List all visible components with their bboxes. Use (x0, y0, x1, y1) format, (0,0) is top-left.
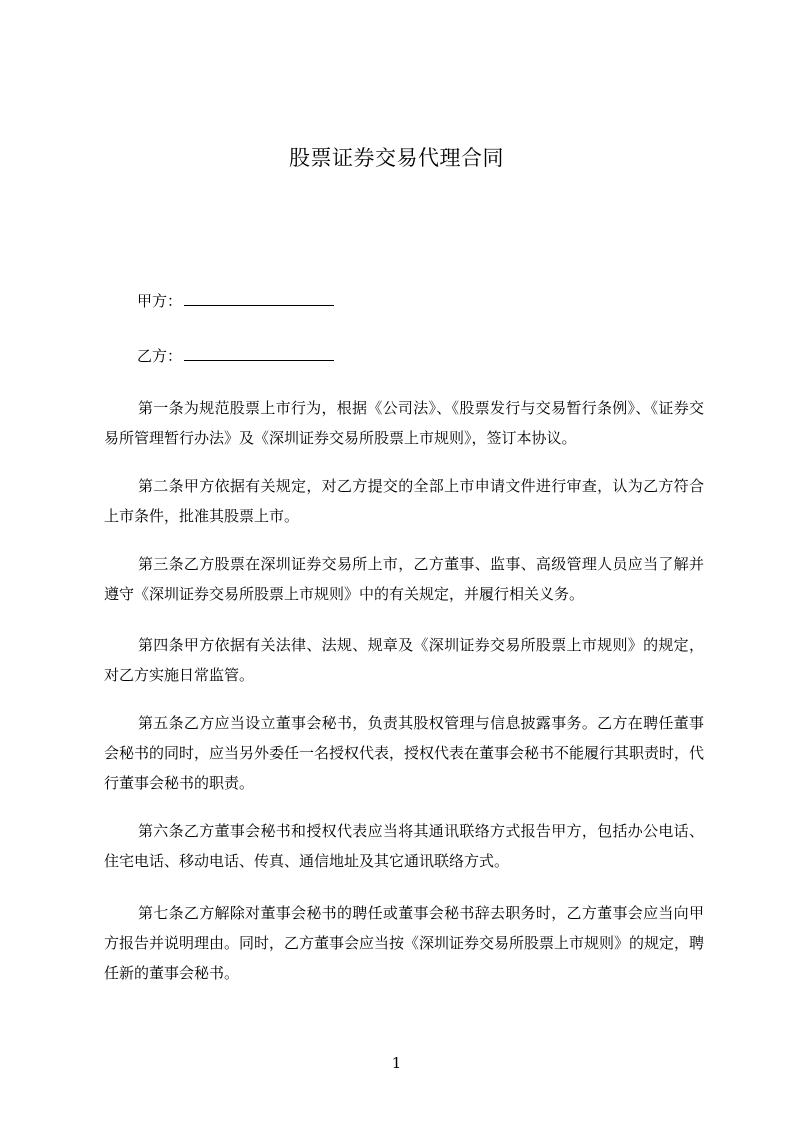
article-2: 第二条甲方依据有关规定，对乙方提交的全部上市申请文件进行审查，认为乙方符合上市条件，批准其股票上市。 (104, 477, 704, 525)
article-5: 第五条乙方应当设立董事会秘书，负责其股权管理与信息披露事务。乙方在聘任董事会秘书的同时，应当另外委任一名授权代表，授权代表在董事会秘书不能履行其职责时，代行董事会秘书的职责。 (104, 714, 705, 792)
article-1: 第一条为规范股票上市行为，根据《公司法》、《股票发行与交易暂行条例》、《证券交易所管理暂行办法》及《深圳证券交易所股票上市规则》，签订本协议。 (104, 399, 704, 447)
document-title: 股票证券交易代理合同 (289, 146, 504, 170)
article-7: 第七条乙方解除对董事会秘书的聘任或董事会秘书辞去职务时，乙方董事会应当向甲方报告并说明理由。同时，乙方董事会应当按《深圳证券交易所股票上市规则》的规定，聘任新的董事会秘书。 (104, 904, 705, 982)
article-4: 第四条甲方依据有关法律、法规、规章及《深圳证券交易所股票上市规则》的规定，对乙方实施日常监管。 (104, 636, 704, 684)
party-a-blank-line (184, 291, 334, 306)
article-6: 第六条乙方董事会秘书和授权代表应当将其通讯联络方式报告甲方，包括办公电话、住宅电话、移动电话、传真、通信地址及其它通讯联络方式。 (104, 822, 704, 870)
party-a-label: 甲方： (137, 292, 183, 310)
party-b-blank-line (184, 346, 334, 361)
party-a-row (137, 290, 334, 311)
party-b-row (137, 345, 334, 366)
page-number: 1 (391, 1054, 402, 1072)
article-3: 第三条乙方股票在深圳证券交易所上市，乙方董事、监事、高级管理人员应当了解并遵守《深圳证券交易所股票上市规则》中的有关规定，并履行相关义务。 (104, 555, 704, 603)
party-b-label: 乙方： (137, 347, 183, 365)
